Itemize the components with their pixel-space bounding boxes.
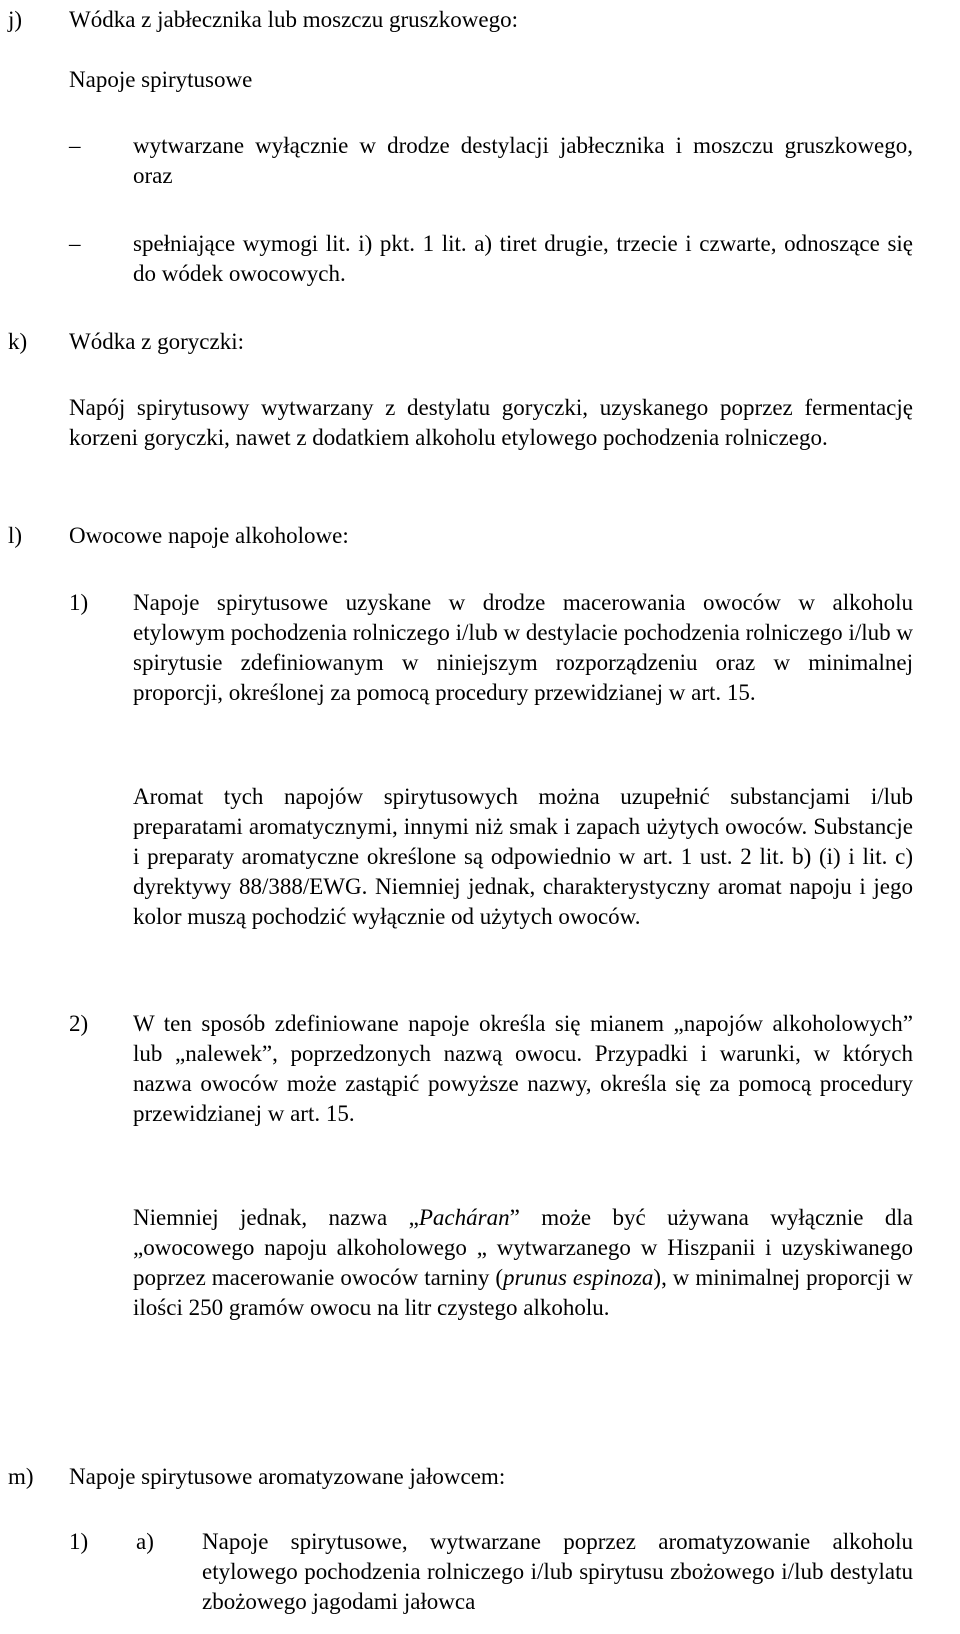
italic-term: Pacháran	[418, 1205, 510, 1230]
section-k-marker: k)	[8, 329, 28, 354]
section-m-subpoint-a-text: Napoje spirytusowe, wytwarzane poprzez aromatyzowanie alkoholu etylowego pochodzenia rolniczego i/lub spirytusu zbożowego i/lub destylatu zbożowego jagodami jałowca	[202, 1529, 913, 1614]
section-m-marker: m)	[8, 1464, 34, 1489]
section-j-item-1: wytwarzane wyłącznie w drodze destylacji jabłecznika i moszczu gruszkowego, oraz	[133, 133, 913, 188]
dash-marker: –	[69, 231, 81, 256]
section-l-point-2-text-2	[133, 1203, 913, 1323]
section-j-item-2: spełniające wymogi lit. i) pkt. 1 lit. a) tiret drugie, trzecie i czwarte, odnoszące się do wódek owocowych.	[133, 231, 913, 286]
section-j-intro: Napoje spirytusowe	[69, 67, 253, 92]
section-l-point-1-marker: 1)	[69, 590, 89, 615]
section-l-marker: l)	[8, 523, 23, 548]
section-m-point-1-marker: 1)	[69, 1529, 89, 1554]
section-k-body: Napój spirytusowy wytwarzany z destylatu goryczki, uzyskanego poprzez fermentację korzeni goryczki, nawet z dodatkiem alkoholu etylowego pochodzenia rolniczego.	[69, 395, 913, 450]
section-l-point-2-text: W ten sposób zdefiniowane napoje określa się mianem „napojów alkoholowych” lub „nalewek”, poprzedzonych nazwą owocu. Przypadki i warunki, w których nazwa owoców może zastąpić powyższe nazwy, określa się za pomocą procedury przewidzianej w art. 15.	[133, 1011, 913, 1126]
section-l-point-1-text: Napoje spirytusowe uzyskane w drodze macerowania owoców w alkoholu etylowym pochodzenia rolniczego i/lub w destylacie pochodzenia rolniczego i/lub w spirytusie zdefiniowanym w niniejszym rozporządzeniu oraz w minimalnej proporcji, określonej za pomocą procedury przewidzianej w art. 15.	[133, 590, 913, 705]
dash-marker: –	[69, 133, 81, 158]
section-l-heading: Owocowe napoje alkoholowe:	[69, 523, 349, 548]
section-l-point-2-marker: 2)	[69, 1011, 89, 1036]
section-m-heading: Napoje spirytusowe aromatyzowane jałowcem:	[69, 1464, 506, 1489]
section-k-heading: Wódka z goryczki:	[69, 329, 244, 354]
text-run: ), w minimalnej proporcji w ilości 250 gramów owocu na litr czystego alkoholu.	[133, 1265, 913, 1320]
section-j-marker: j)	[8, 7, 23, 32]
section-m-subpoint-a-marker: a)	[136, 1529, 154, 1554]
section-l-point-1-text-2: Aromat tych napojów spirytusowych można uzupełnić substancjami i/lub preparatami aromatycznymi, innymi niż smak i zapach użytych owoców. Substancje i preparaty aromatyczne określone są odpowiednio w art. 1 ust. 2 lit. b) (i) i lit. c) dyrektywy 88/388/EWG. Niemniej jednak, charakterystyczny aromat napoju i jego kolor muszą pochodzić wyłącznie od użytych owoców.	[133, 784, 913, 929]
text-run: Niemniej jednak, nazwa „	[133, 1205, 419, 1230]
italic-term: prunus espinoza	[503, 1265, 654, 1290]
text-run: ” może być używana wyłącznie dla „owocowego napoju alkoholowego „ wytwarzanego w Hiszpanii i uzyskiwanego poprzez macerowanie owoców tarniny (	[133, 1205, 913, 1290]
section-j-heading: Wódka z jabłecznika lub moszczu gruszkowego:	[69, 7, 518, 32]
